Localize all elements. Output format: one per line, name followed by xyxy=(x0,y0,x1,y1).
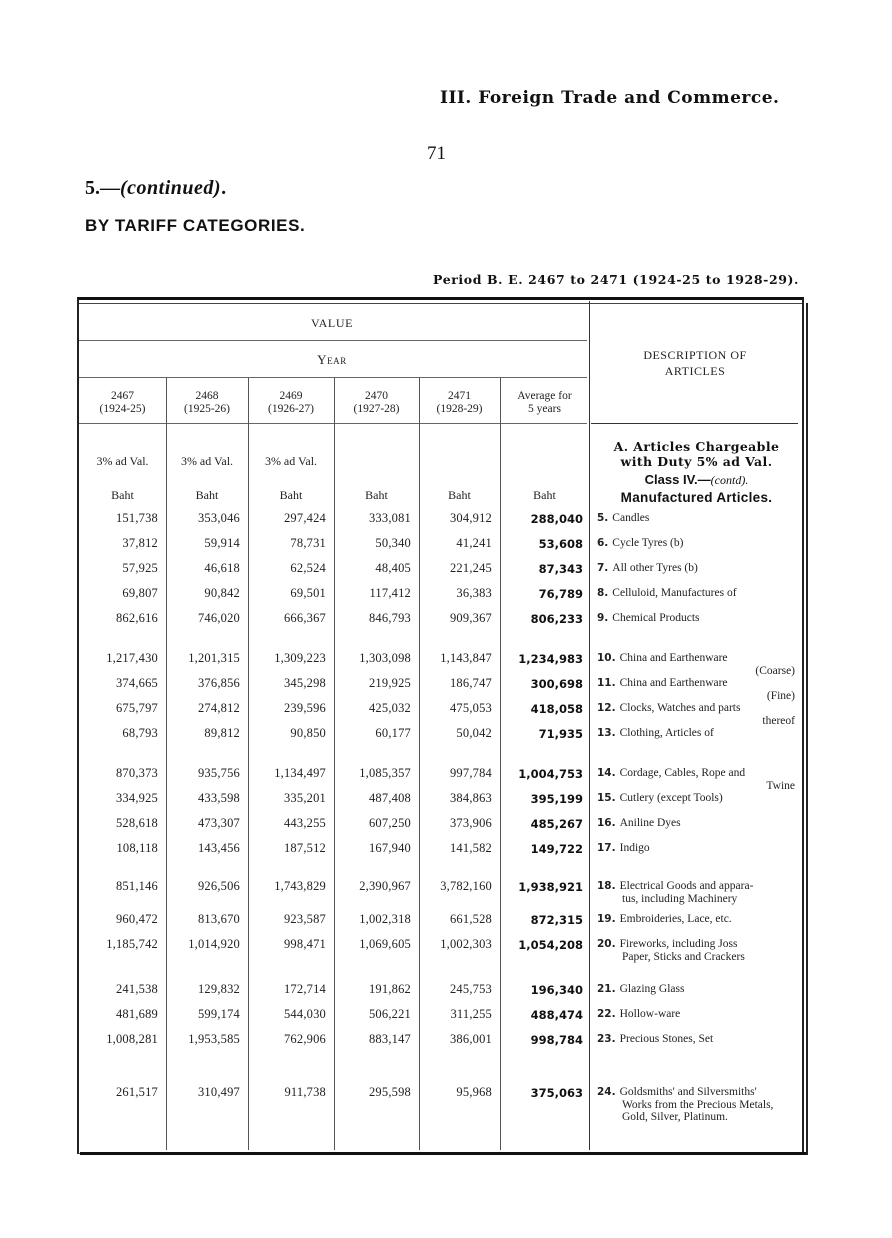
value-cell: 762,906 xyxy=(283,1032,326,1046)
average-cell: 53,608 xyxy=(538,537,583,551)
article-name: Cordage, Cables, Rope and xyxy=(619,767,746,779)
average-cell: 76,789 xyxy=(538,587,583,601)
article-number: 22. xyxy=(597,1008,616,1020)
article-name: Cutlery (except Tools) xyxy=(619,792,723,804)
value-cell: 487,408 xyxy=(368,791,411,805)
value-cell: 862,616 xyxy=(115,611,158,625)
value-cell: 1,002,318 xyxy=(359,912,411,926)
duty-rate: 3% ad Val. xyxy=(96,454,149,468)
article-number: 18. xyxy=(597,880,616,892)
article-number: 6. xyxy=(597,537,609,549)
column-header-year: 2471 xyxy=(448,390,471,402)
page-number: 71 xyxy=(427,143,446,164)
value-cell: 870,373 xyxy=(115,766,158,780)
rule-under-year xyxy=(79,377,587,378)
column-header-year: 2469 xyxy=(279,390,303,402)
value-cell: 335,201 xyxy=(283,791,326,805)
average-cell: 488,474 xyxy=(530,1008,583,1022)
column-header-period: (1926-27) xyxy=(268,403,314,415)
article-number: 14. xyxy=(597,767,616,779)
average-cell: 1,234,983 xyxy=(518,652,583,666)
value-cell: 191,862 xyxy=(368,982,411,996)
article-name: Goldsmiths' and Silversmiths' xyxy=(619,1086,757,1098)
rule-under-columns xyxy=(79,423,587,424)
article-description xyxy=(597,702,795,727)
article-description xyxy=(597,612,795,625)
article-number: 23. xyxy=(597,1033,616,1045)
value-cell: 151,738 xyxy=(115,511,158,525)
article-number: 12. xyxy=(597,702,616,714)
value-cell: 1,002,303 xyxy=(440,937,492,951)
value-cell: 57,925 xyxy=(122,561,158,575)
article-number: 20. xyxy=(597,938,616,950)
description-header xyxy=(590,347,800,379)
article-number: 5. xyxy=(597,512,609,524)
value-cell: 95,968 xyxy=(456,1085,492,1099)
article-number: 8. xyxy=(597,587,609,599)
article-name-tail: (Coarse) xyxy=(755,664,795,677)
column-header-year: 2467 xyxy=(111,390,134,402)
duty-rate: 3% ad Val. xyxy=(180,454,234,468)
article-name-tail: thereof xyxy=(762,714,795,727)
value-cell: 997,784 xyxy=(449,766,492,780)
value-cell: 599,174 xyxy=(197,1007,240,1021)
class-label-italic: (contd). xyxy=(710,473,749,487)
article-description xyxy=(597,537,795,550)
value-cell: 386,001 xyxy=(449,1032,492,1046)
column-header xyxy=(500,390,589,416)
description-header-line2: ARTICLES xyxy=(664,364,726,378)
article-description xyxy=(597,652,795,677)
value-cell: 666,367 xyxy=(283,611,326,625)
value-cell: 607,250 xyxy=(368,816,411,830)
continued-end: . xyxy=(221,177,227,199)
section-heading-line1: A. Articles Chargeable xyxy=(613,439,780,454)
value-cell: 48,405 xyxy=(375,561,411,575)
article-name: China and Earthenware xyxy=(619,652,728,664)
article-name: Embroideries, Lace, etc. xyxy=(619,913,732,925)
article-description xyxy=(597,727,795,740)
article-name-tail: (Fine) xyxy=(766,689,795,702)
article-number: 7. xyxy=(597,562,609,574)
year-header: Year xyxy=(317,352,347,367)
article-number: 13. xyxy=(597,727,616,739)
value-cell: 186,747 xyxy=(449,676,492,690)
value-cell: 297,424 xyxy=(283,511,326,525)
value-cell: 433,598 xyxy=(197,791,240,805)
value-cell: 261,517 xyxy=(115,1085,158,1099)
value-cell: 108,118 xyxy=(116,841,158,855)
value-cell: 1,309,223 xyxy=(274,651,326,665)
section-heading-line2: with Duty 5% ad Val. xyxy=(620,454,773,469)
value-cell: 1,743,829 xyxy=(274,879,326,893)
article-name: Electrical Goods and appara- xyxy=(619,880,754,892)
article-description xyxy=(597,677,795,702)
average-cell: 1,004,753 xyxy=(518,767,583,781)
value-cell: 90,850 xyxy=(290,726,326,740)
average-cell: 149,722 xyxy=(530,842,583,856)
value-cell: 1,014,920 xyxy=(188,937,240,951)
col-divider-description xyxy=(589,301,590,1150)
value-cell: 69,807 xyxy=(122,586,158,600)
average-cell: 71,935 xyxy=(538,727,583,741)
article-name: Glazing Glass xyxy=(619,983,685,995)
value-cell: 443,255 xyxy=(283,816,326,830)
value-cell: 935,756 xyxy=(197,766,240,780)
value-cell: 167,940 xyxy=(368,841,411,855)
value-cell: 241,538 xyxy=(115,982,158,996)
value-cell: 60,177 xyxy=(375,726,411,740)
value-cell: 37,812 xyxy=(122,536,158,550)
value-header: VALUE xyxy=(310,316,354,330)
article-name: Clocks, Watches and parts xyxy=(619,702,741,714)
value-cell: 911,738 xyxy=(284,1085,326,1099)
article-number: 17. xyxy=(597,842,616,854)
value-cell: 304,912 xyxy=(449,511,492,525)
value-cell: 239,596 xyxy=(283,701,326,715)
running-head: III. Foreign Trade and Commerce. xyxy=(440,88,780,108)
value-cell: 353,046 xyxy=(197,511,240,525)
value-cell: 143,456 xyxy=(197,841,240,855)
column-header-period: (1927-28) xyxy=(353,403,400,415)
column-header xyxy=(79,390,166,416)
column-header xyxy=(334,390,419,416)
value-cell: 1,134,497 xyxy=(274,766,326,780)
value-cell: 245,753 xyxy=(449,982,492,996)
value-cell: 923,587 xyxy=(283,912,326,926)
article-description xyxy=(597,880,795,905)
article-name: All other Tyres (b) xyxy=(612,562,698,574)
value-cell: 544,030 xyxy=(283,1007,326,1021)
rule-under-value xyxy=(79,340,587,341)
value-cell: 68,793 xyxy=(122,726,158,740)
value-cell: 425,032 xyxy=(368,701,411,715)
value-cell: 675,797 xyxy=(115,701,158,715)
currency-unit: Baht xyxy=(533,488,556,502)
continued-prefix: 5.— xyxy=(85,177,120,199)
value-cell: 69,501 xyxy=(290,586,326,600)
column-header xyxy=(419,390,500,416)
value-cell: 851,146 xyxy=(115,879,158,893)
value-cell: 333,081 xyxy=(368,511,411,525)
article-name-continued: Works from the Precious Metals, Gold, Silver, Platinum. xyxy=(622,1098,774,1123)
value-cell: 62,524 xyxy=(290,561,326,575)
value-cell: 59,914 xyxy=(204,536,240,550)
value-cell: 1,953,585 xyxy=(188,1032,240,1046)
section-heading xyxy=(593,439,800,469)
description-header-line1: DESCRIPTION OF xyxy=(643,348,747,362)
article-name: Clothing, Articles of xyxy=(619,727,714,739)
value-cell: 1,085,357 xyxy=(359,766,411,780)
value-cell: 89,812 xyxy=(204,726,240,740)
article-name: Fireworks, including Joss xyxy=(619,938,738,950)
value-cell: 2,390,967 xyxy=(359,879,411,893)
article-name: Indigo xyxy=(619,842,650,854)
value-cell: 1,143,847 xyxy=(440,651,492,665)
value-cell: 187,512 xyxy=(283,841,326,855)
value-cell: 3,782,160 xyxy=(440,879,492,893)
article-number: 16. xyxy=(597,817,616,829)
value-cell: 883,147 xyxy=(368,1032,411,1046)
value-cell: 334,925 xyxy=(115,791,158,805)
currency-unit: Baht xyxy=(448,488,471,502)
continued-italic: (continued) xyxy=(120,177,222,199)
value-cell: 172,714 xyxy=(283,982,326,996)
average-cell: 300,698 xyxy=(530,677,583,691)
column-header xyxy=(248,390,334,416)
article-description xyxy=(597,1086,795,1124)
article-number: 21. xyxy=(597,983,616,995)
value-cell: 373,906 xyxy=(449,816,492,830)
value-cell: 481,689 xyxy=(115,1007,158,1021)
value-cell: 310,497 xyxy=(197,1085,240,1099)
value-cell: 117,412 xyxy=(369,586,411,600)
value-cell: 813,670 xyxy=(197,912,240,926)
article-description xyxy=(597,792,795,805)
article-description xyxy=(597,817,795,830)
value-cell: 141,582 xyxy=(449,841,492,855)
article-description xyxy=(597,512,795,525)
value-cell: 295,598 xyxy=(368,1085,411,1099)
value-cell: 473,307 xyxy=(197,816,240,830)
article-number: 15. xyxy=(597,792,616,804)
currency-unit: Baht xyxy=(111,488,134,502)
article-name: Cycle Tyres (b) xyxy=(612,537,684,549)
value-cell: 36,383 xyxy=(456,586,492,600)
value-cell: 50,340 xyxy=(375,536,411,550)
column-header-period: (1928-29) xyxy=(436,403,483,415)
rule-under-description xyxy=(591,423,798,424)
average-cell: 485,267 xyxy=(530,817,583,831)
value-cell: 1,008,281 xyxy=(106,1032,158,1046)
value-cell: 41,241 xyxy=(456,536,492,550)
value-cell: 376,856 xyxy=(197,676,240,690)
value-cell: 50,042 xyxy=(456,726,492,740)
average-cell: 872,315 xyxy=(530,913,583,927)
column-header xyxy=(166,390,248,416)
column-header-period: (1924-25) xyxy=(99,403,146,415)
article-number: 19. xyxy=(597,913,616,925)
average-cell: 196,340 xyxy=(530,983,583,997)
section-title: BY TARIFF CATEGORIES. xyxy=(85,216,306,235)
article-description xyxy=(597,913,795,926)
value-cell: 661,528 xyxy=(449,912,492,926)
article-number: 9. xyxy=(597,612,609,624)
value-cell: 960,472 xyxy=(115,912,158,926)
value-cell: 1,303,098 xyxy=(359,651,411,665)
class-label xyxy=(593,472,800,488)
article-description xyxy=(597,562,795,575)
article-number: 24. xyxy=(597,1086,616,1098)
value-cell: 221,245 xyxy=(449,561,492,575)
value-cell: 1,185,742 xyxy=(106,937,158,951)
value-cell: 129,832 xyxy=(197,982,240,996)
average-cell: 998,784 xyxy=(530,1033,583,1047)
article-number: 11. xyxy=(597,677,616,689)
article-name-continued: tus, including Machinery xyxy=(622,892,738,905)
article-description xyxy=(597,1033,795,1046)
article-name: Aniline Dyes xyxy=(619,817,681,829)
article-description xyxy=(597,1008,795,1021)
value-cell: 1,217,430 xyxy=(106,651,158,665)
article-description xyxy=(597,767,795,792)
value-cell: 78,731 xyxy=(290,536,326,550)
table-bottom-rule xyxy=(80,1152,806,1155)
value-cell: 1,201,315 xyxy=(188,651,240,665)
value-cell: 846,793 xyxy=(368,611,411,625)
average-cell: 87,343 xyxy=(538,562,583,576)
article-name: Celluloid, Manufactures of xyxy=(612,587,737,599)
column-header-year: 2470 xyxy=(365,390,388,402)
article-name-tail: Twine xyxy=(766,779,795,792)
article-description xyxy=(597,938,795,963)
value-cell: 1,069,605 xyxy=(359,937,411,951)
value-cell: 528,618 xyxy=(115,816,158,830)
currency-unit: Baht xyxy=(365,488,388,502)
currency-unit: Baht xyxy=(195,488,219,502)
currency-unit: Baht xyxy=(279,488,303,502)
column-header-period: 5 years xyxy=(528,403,561,415)
article-name: Precious Stones, Set xyxy=(619,1033,714,1045)
article-number: 10. xyxy=(597,652,616,664)
average-cell: 1,938,921 xyxy=(518,880,583,894)
value-cell: 374,665 xyxy=(115,676,158,690)
value-cell: 998,471 xyxy=(283,937,326,951)
article-description xyxy=(597,983,795,996)
average-cell: 288,040 xyxy=(530,512,583,526)
value-cell: 909,367 xyxy=(449,611,492,625)
value-cell: 46,618 xyxy=(204,561,240,575)
article-name: Candles xyxy=(612,512,650,524)
duty-rate: 3% ad Val. xyxy=(264,454,318,468)
value-cell: 506,221 xyxy=(368,1007,411,1021)
article-name-continued: Paper, Sticks and Crackers xyxy=(622,950,745,963)
column-header-year: 2468 xyxy=(195,390,219,402)
average-cell: 395,199 xyxy=(530,792,583,806)
average-cell: 375,063 xyxy=(530,1086,583,1100)
value-cell: 384,863 xyxy=(449,791,492,805)
column-header-year: Average for xyxy=(517,390,572,402)
average-cell: 418,058 xyxy=(530,702,583,716)
article-name: China and Earthenware xyxy=(619,677,728,689)
continued-title xyxy=(85,177,226,200)
article-name: Chemical Products xyxy=(612,612,700,624)
article-name: Hollow-ware xyxy=(619,1008,681,1020)
value-cell: 219,925 xyxy=(368,676,411,690)
article-description xyxy=(597,587,795,600)
value-cell: 311,255 xyxy=(450,1007,492,1021)
class-label-text: Class IV.— xyxy=(644,472,711,487)
value-cell: 475,053 xyxy=(449,701,492,715)
value-cell: 746,020 xyxy=(197,611,240,625)
value-cell: 274,812 xyxy=(197,701,240,715)
period-caption: Period B. E. 2467 to 2471 (1924-25 to 1928-29). xyxy=(433,272,799,287)
average-cell: 806,233 xyxy=(530,612,583,626)
average-cell: 1,054,208 xyxy=(518,938,583,952)
article-description xyxy=(597,842,795,855)
value-cell: 345,298 xyxy=(283,676,326,690)
value-cell: 926,506 xyxy=(197,879,240,893)
column-header-period: (1925-26) xyxy=(184,403,230,415)
class-title: Manufactured Articles. xyxy=(620,490,773,505)
value-cell: 90,842 xyxy=(204,586,240,600)
